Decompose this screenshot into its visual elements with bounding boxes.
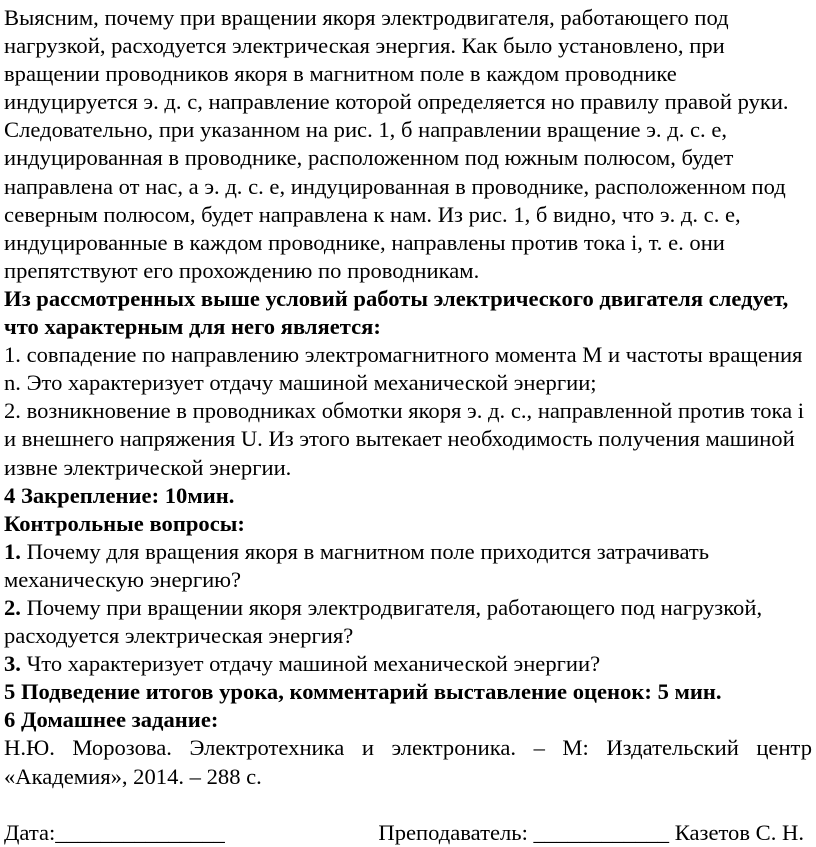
question-text: Почему для вращения якоря в магнитном поле приходится затрачивать механическую энергию? xyxy=(4,538,710,592)
signature-row xyxy=(4,819,804,847)
teacher-signature: Преподаватель: ____________ Казетов С. Н. xyxy=(378,819,804,845)
question-number: 3. xyxy=(4,651,21,677)
intro-paragraph: Выясним, почему при вращении якоря электродвигателя, работающего под нагрузкой, расходуется электрическая энергия. Как было установлено, при вращении проводников якоря в магнитном поле в каждом проводнике индуцируется э. д. с, направление которой определяется но правилу правой руки. Следовательно, при указанном на рис. 1, б направлении вращение э. д. с. е, индуцированная в проводнике, расположенном под южным полюсом, будет направлена от нас, а э. д. с. е, индуцированная в проводнике, расположенном под северным полюсом, будет направлена к нам. Из рис. 1, б видно, что э. д. с. е, индуцированные в каждом проводнике, направлены против тока i, т. е. они препятствуют его прохождению по проводникам. xyxy=(4,5,789,283)
question-text: Почему при вращении якоря электродвигателя, работающего под нагрузкой, расходуется электрическая энергия? xyxy=(4,594,763,649)
section-4-heading: 4 Закрепление: 10мин. xyxy=(4,482,235,508)
question-item xyxy=(4,538,812,594)
question-item xyxy=(4,650,812,678)
question-number: 1. xyxy=(4,538,21,564)
questions-heading: Контрольные вопросы: xyxy=(4,510,245,536)
question-text: Что характеризует отдачу машиной механической энергии? xyxy=(20,651,601,677)
homework-reference-line: «Академия», 2014. – 288 с. xyxy=(4,763,262,789)
section-6-heading: 6 Домашнее задание: xyxy=(4,707,219,733)
point-item: 1. совпадение по направлению электромагнитного момента М и частоты вращения n. Это характеризует отдачу машиной механической энергии; xyxy=(4,342,803,396)
conclusion-heading: Из рассмотренных выше условий работы электрического двигателя следует, что характерным для него является: xyxy=(4,285,789,340)
point-item: 2. возникновение в проводниках обмотки якоря э. д. с., направленной против тока i и внешнего напряжения U. Из этого вытекает необходимость получения машиной извне электрической энергии. xyxy=(4,398,805,480)
homework-reference-line: Н.Ю. Морозова. Электротехника и электроника. – М: Издательский центр xyxy=(4,735,812,761)
question-number: 2. xyxy=(4,594,21,620)
question-item xyxy=(4,594,812,650)
section-5-heading: 5 Подведение итогов урока, комментарий выставление оценок: 5 мин. xyxy=(4,679,722,705)
date-field: Дата:_______________ xyxy=(4,819,225,845)
blank-line xyxy=(4,791,816,819)
